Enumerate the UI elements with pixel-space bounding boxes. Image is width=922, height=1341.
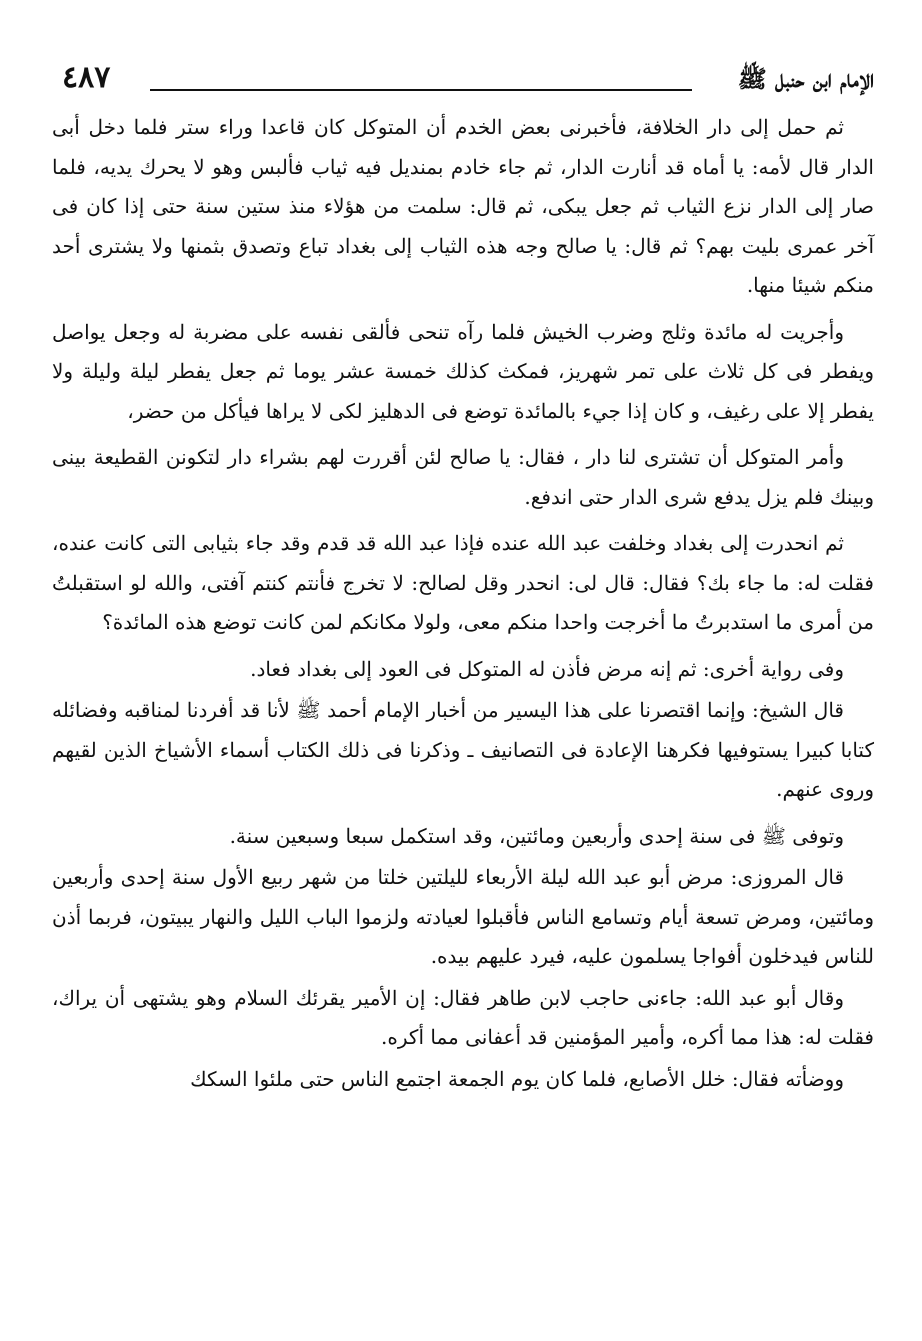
page-header (62, 58, 874, 108)
paragraph: ووضأته فقال: خلل الأصابع، فلما كان يوم الجمعة اجتمع الناس حتى ملئوا السكك (190, 1066, 844, 1091)
page-number: ٤٨٧ (62, 60, 111, 95)
paragraph: ثم حمل إلى دار الخلافة، فأخبرنى بعض الخدم أن المتوكل كان قاعدا وراء ستر فلما دخل أبى الدار قال لأمه: يا أماه قد أنارت الدار، ثم جاء خادم بمنديل فيه ثياب فألبس وهو لا يحرك يديه، فلما صار إلى الدار نزع الثياب ثم جعل يبكى، ثم قال: سلمت من هؤلاء منذ ستين سنة حتى إذا كان فى آخر عمرى بليت بهم؟ ثم قال: يا صالح وجه هذه الثياب إلى بغداد تباع وتصدق بثمنها ولا يشترى أحد منكم شيئا منها. (52, 115, 874, 297)
paragraph: وفى رواية أخرى: ثم إنه مرض فأذن له المتوكل فى العود إلى بغداد فعاد. (250, 656, 844, 681)
body-text (52, 108, 874, 1106)
header-rule (150, 89, 692, 91)
running-title: الإمام ابن حنبل ﷺ (737, 64, 874, 93)
paragraph: وقال أبو عبد الله: جاءنى حاجب لابن طاهر فقال: إن الأمير يقرئك السلام وهو يشتهى أن يراك، فقلت له: هذا مما أكره، وأمير المؤمنين قد أعفانى مما أكره. (52, 985, 874, 1049)
paragraph: وأجريت له مائدة وثلج وضرب الخيش فلما رآه تنحى فألقى نفسه على مضربة له وجعل يواصل ويفطر فى كل ثلاث على تمر شهريز، فمكث كذلك خمسة عشر يوما ثم جعل يفطر ليلة وليلة ولا يفطر إلا على رغيف، و كان إذا جيء بالمائدة توضع فى الدهليز لكى لا يراها فيأكل من حضر، (52, 319, 874, 423)
paragraph: وتوفى ﷺ فى سنة إحدى وأربعين ومائتين، وقد استكمل سبعا وسبعين سنة. (229, 823, 844, 848)
paragraph: وأمر المتوكل أن تشترى لنا دار ، فقال: يا صالح لئن أقررت لهم بشراء دار لتكونن القطيعة بينى وبينك فلم يزل يدفع شرى الدار حتى اندفع. (52, 445, 874, 509)
paragraph: ثم انحدرت إلى بغداد وخلفت عبد الله عنده فإذا عبد الله قد قدم وقد جاء بثيابى التى كانت عنده، فقلت له: ما جاء بك؟ فقال: قال لى: انحدر وقل لصالح: لا تخرج فأنتم كنتم آفتى، والله لو استقبلتُ من أمرى ما استدبرتُ ما أخرجت واحدا منكم معى، ولولا مكانكم لمن كانت توضع هذه المائدة؟ (52, 531, 874, 634)
paragraph: قال المروزى: مرض أبو عبد الله ليلة الأربعاء لليلتين خلتا من شهر ربيع الأول سنة إحدى وأربعين ومائتين، ومرض تسعة أيام وتسامع الناس فأقبلوا لعيادته ولزموا الباب الليل والنهار يبيتون، فربما أذن للناس فيدخلون أفواجا يسلمون عليه، فيرد عليهم بيده. (52, 865, 874, 968)
paragraph: قال الشيخ: وإنما اقتصرنا على هذا اليسير من أخبار الإمام أحمد ﷺ لأنا قد أفردنا لمناقبه وفضائله كتابا كبيرا يستوفيها فكرهنا الإعادة فى التصانيف ـ وذكرنا فى ذلك الكتاب أسماء الأشياخ الذين لقيهم وروى عنهم. (52, 698, 874, 801)
